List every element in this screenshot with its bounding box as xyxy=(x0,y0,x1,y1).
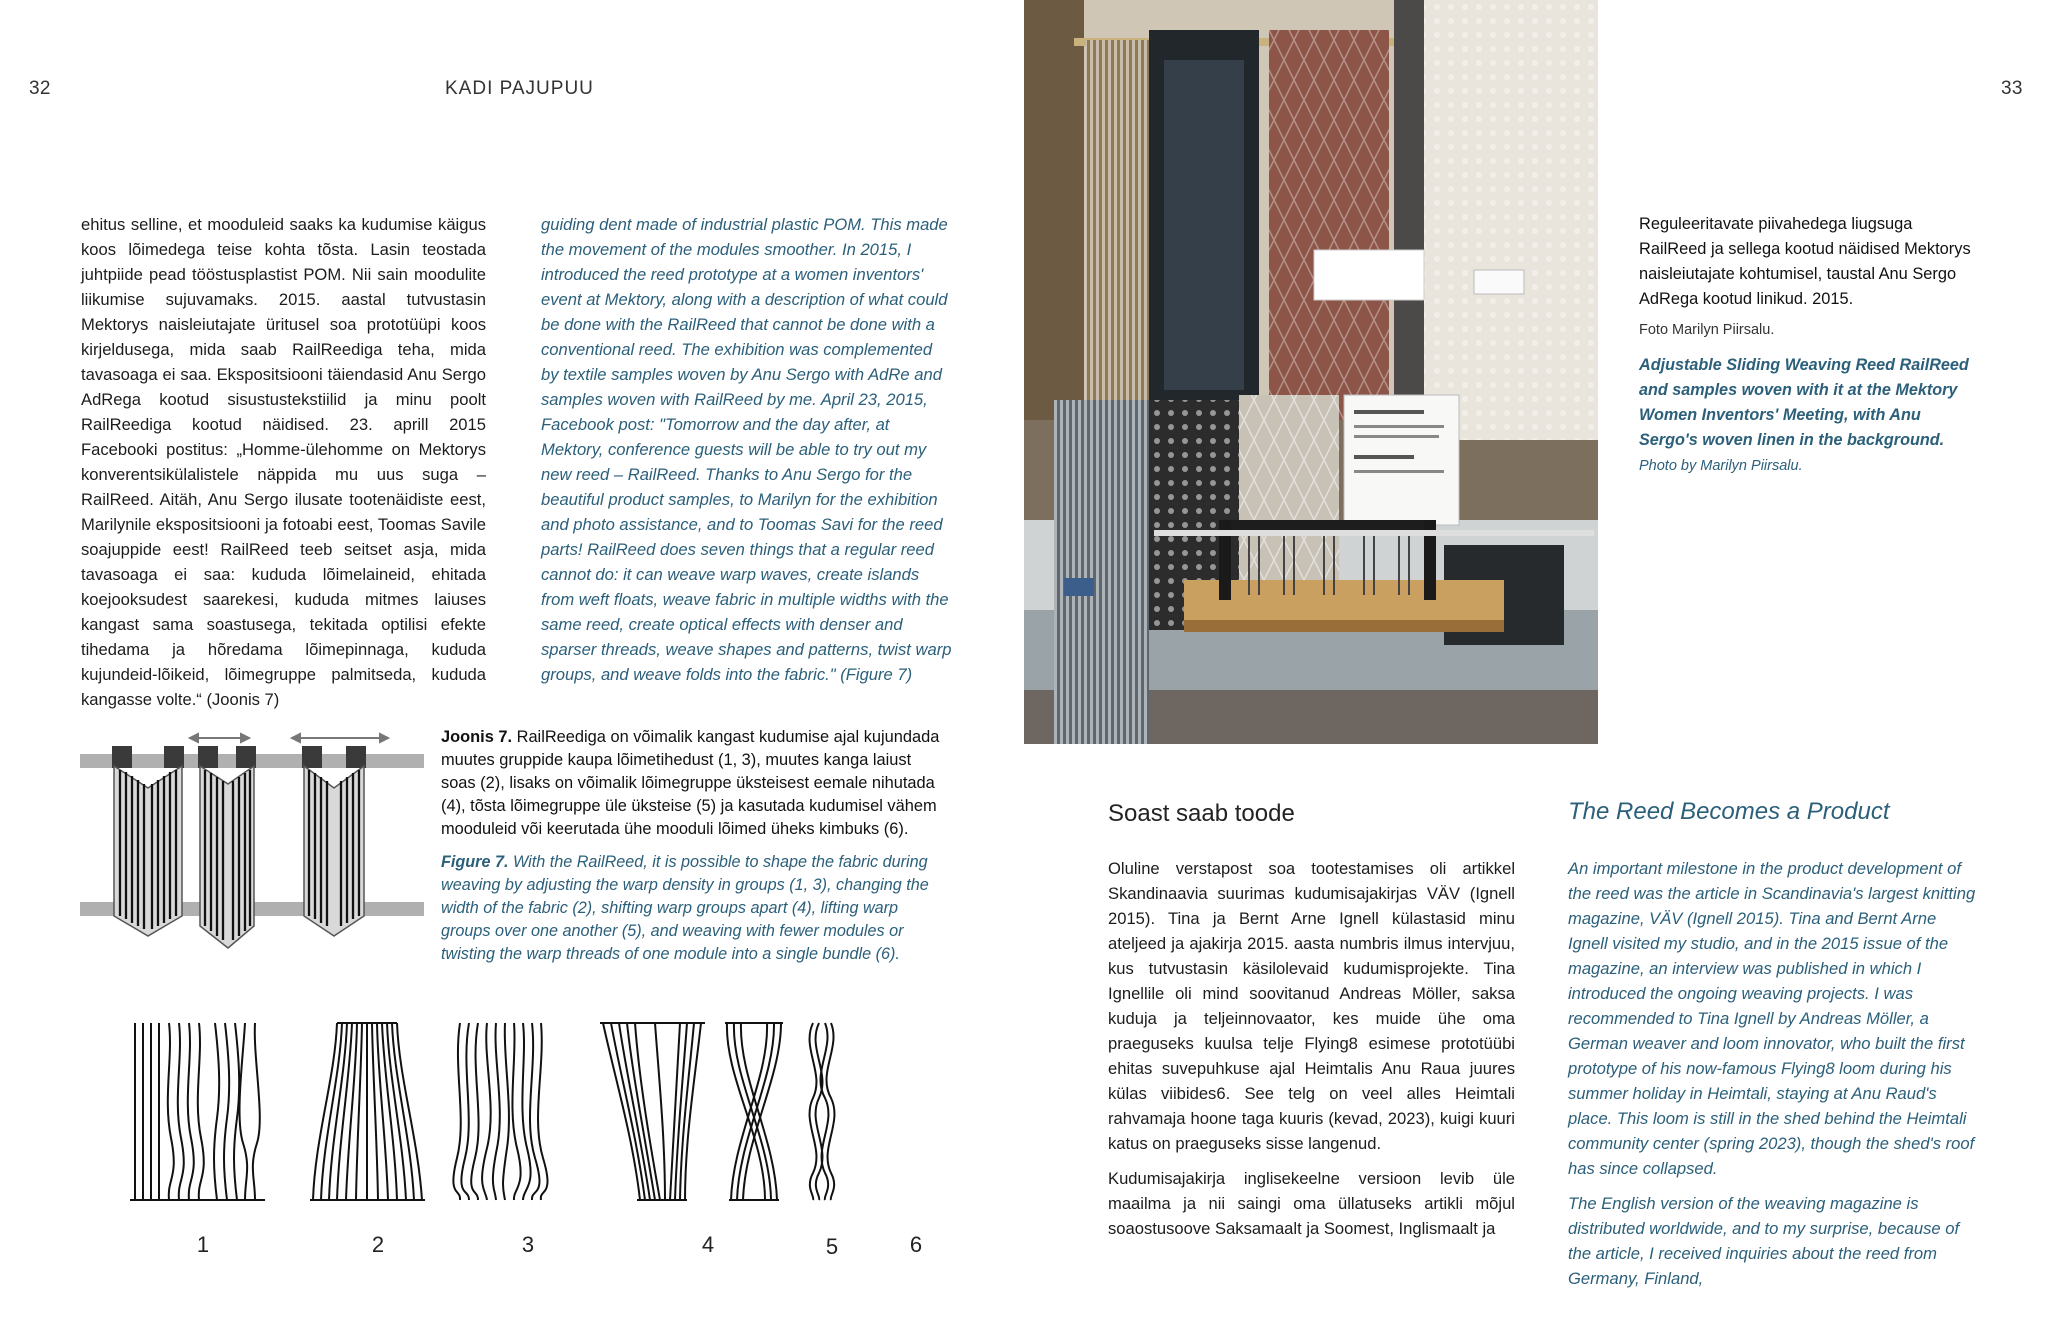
photo-caption-english xyxy=(1639,353,1979,479)
warp-pattern-2 xyxy=(310,1023,425,1200)
paragraph: ehitus selline, et mooduleid saaks ka kudumise käigus koos lõimedega teise kohta tõsta. Lasin teostada juhtpiide pead tööstusplastist POM. Nii sain moodulite liikumise sujuvamaks. 2015. aastal tutvustasin Mektorys naisleiutajate üritusel soa prototüüpi koos kirjeldusega, mida saab RailReediga teha, mida tavasoaga ei saa. Ekspositsiooni täiendasid Anu Sergo AdRega kootud sisustustekstiilid ja minu poolt RailReediga kootud näidised. 23. aprill 2015 Facebooki postitus: „Homme-ülehomme on Mektorys konverentsikülalistele näppida mu uus suga – RailReed. Aitäh, Anu Sergo ilusate tootenäidiste eest, Marilynile ekspositsiooni ja fotoabi eest, Toomas Savile soajuppide eest! RailReed teeb seitset asja, mida tavasoaga ei saa: kududa lõimelaineid, ehitada koejooksudest saarekesi, kududa mitmes laiuses kangast sama soastusega, tekitada optilisi efekte tihedama ja hõredama lõimepinnaga, kududa kujundeid-lõikeid, lõimegruppe palmitseda, kududa kangasse volte.“ (Joonis 7) xyxy=(81,215,486,709)
caption-text: RailReediga on võimalik kangast kudumise ajal kujundada muutes gruppide kaupa lõimetihedust (1, 3), muutes kanga laiust soas (2), lisaks on võimalik lõimegruppe üksteisest eemale nihutada (4), tõsta lõimegruppe üle üksteise (5) ja kasutada kudumisel vähem mooduleid või keerutada ühe mooduli lõimed üheks kimbuks (6). xyxy=(441,728,940,838)
caption-text: Adjustable Sliding Weaving Reed RailReed and samples woven with it at the Mektory Women Inventors' Meeting, with Anu Sergo's woven linen in the background. xyxy=(1639,356,1969,449)
diagram-number-3: 3 xyxy=(521,1232,535,1257)
warp-pattern-5 xyxy=(725,1023,783,1200)
reed-module-2 xyxy=(198,746,256,948)
diagram-number-6: 6 xyxy=(909,1232,923,1257)
paragraph: An important milestone in the product development of the reed was the article in Scandinavia's largest knitting magazine, VÄV (Ignell 2015). Tina and Bernt Arne Ignell visited my studio, and in the 2015 issue of the magazine, an interview was published in which I introduced the ongoing weaving projects. I was recommended to Tina Ignell by Andreas Möller, a German weaver and loom innovator, who built the first prototype of his now-famous Flying8 loom during his summer holiday in Heimtali, staying at Anu Raud's place. This loom is still in the shed behind the Heimtali community center (spring 2023), though the shed's roof has since collapsed. xyxy=(1568,859,1976,1178)
paragraph: Oluline verstapost soa tootestamises oli artikkel Skandinaavia suurimas kudumisajakirjas VÄV (Ignell 2015). Tina ja Bernt Arne Ignell külastasid minu ateljeed ja ajakirja 2015. aasta numbris ilmus intervjuu, kus tutvustasin käsilolevaid kudumisprojekte. Tina Ignellile oli mind soovitanud Andreas Möller, saksa kuduja ja teljeinnovaator, kes muide ühe oma praeguseks kuulsa telje Flying8 esimese prototüübi ehitas suvepuhkuse ajal Heimtalis Anu Raua juures külas viibides6. See telg on veel alles Heimtali rahvamaja hoone taga kuuris (kevad, 2023), kuigi kuuri katus on praeguseks sisse langenud. xyxy=(1108,859,1515,1153)
reed-module-3 xyxy=(302,746,366,936)
section-title-english: The Reed Becomes a Product xyxy=(1568,798,1890,825)
photo-caption xyxy=(1639,212,1979,479)
page-number-right: 33 xyxy=(2001,78,2023,99)
paragraph: The English version of the weaving magazine is distributed worldwide, and to my surprise, because of the article, I received inquiries about the reed from Germany, Finland, xyxy=(1568,1194,1960,1288)
body-text-estonian-right xyxy=(1108,856,1515,1241)
warp-pattern-drawings xyxy=(125,1018,945,1208)
photo-caption-estonian xyxy=(1639,212,1979,343)
caption-label: Figure 7. xyxy=(441,853,509,871)
photo-credit: Photo by Marilyn Piirsalu. xyxy=(1639,458,1803,474)
body-text-estonian-col1 xyxy=(81,212,486,712)
shift-arrows xyxy=(190,734,388,742)
caption-label: Joonis 7. xyxy=(441,728,513,746)
diagram-number-5: 5 xyxy=(825,1234,839,1259)
figure-caption-estonian xyxy=(441,726,941,841)
paragraph: guiding dent made of industrial plastic POM. This made the movement of the modules smoother. In 2015, I introduced the reed prototype at a women inventors' event at Mektory, along with a description of what could be done with the RailReed that cannot be done with a conventional reed. The exhibition was complemented by textile samples woven by Anu Sergo with AdRe and samples woven with RailReed by me. April 23, 2015, Facebook post: "Tomorrow and the day after, at Mektory, conference guests will be able to try out my new reed – RailReed. Thanks to Anu Sergo for the beautiful product samples, to Marilyn for the exhibition and photo assistance, and to Toomas Savi for the reed parts! RailReed does seven things that a regular reed cannot do: it can weave warp waves, create islands from weft floats, weave fabric in multiple widths with the same reed, create optical effects with denser and sparser threads, weave shapes and patterns, twist warp groups, and weave folds into the fabric." (Figure 7) xyxy=(541,215,952,684)
section-title-estonian: Soast saab toode xyxy=(1108,800,1295,827)
diagram-number-2: 2 xyxy=(371,1232,385,1257)
warp-pattern-3 xyxy=(453,1023,547,1200)
caption-text: Reguleeritavate piivahedega liugsuga RailReed ja sellega kootud näidised Mektorys naisleiutajate kohtumisel, taustal Anu Sergo AdRega kootud linikud. 2015. xyxy=(1639,215,1971,308)
exhibition-photo xyxy=(1024,0,1598,744)
paragraph: Kudumisajakirja inglisekeelne versioon levib üle maailma ja nii saingi oma üllatuseks artikli mõjul soaostusoove Saksamaalt ja Soomest, Inglismaalt ja xyxy=(1108,1169,1515,1238)
railreed-module-diagram xyxy=(78,726,428,962)
body-text-english-right xyxy=(1568,856,1980,1291)
diagram-number-1: 1 xyxy=(196,1232,210,1257)
figure-7-caption xyxy=(441,726,941,966)
reed-module-1 xyxy=(112,746,184,936)
diagram-number-4: 4 xyxy=(701,1232,715,1257)
page-number-left: 32 xyxy=(29,78,51,99)
warp-pattern-6 xyxy=(810,1023,835,1200)
caption-text: With the RailReed, it is possible to shape the fabric during weaving by adjusting the warp density in groups (1, 3), changing the width of the fabric (2), shifting warp groups apart (4), lifting warp groups over one another (5), and weaving with fewer modules or twisting the warp threads of one module into a single bundle (6). xyxy=(441,853,929,963)
running-head: KADI PAJUPUU xyxy=(445,78,594,99)
figure-caption-english xyxy=(441,851,941,966)
photo-credit: Foto Marilyn Piirsalu. xyxy=(1639,322,1775,338)
body-text-english-col2 xyxy=(541,212,953,687)
warp-pattern-4 xyxy=(600,1023,705,1200)
warp-pattern-1 xyxy=(130,1023,265,1200)
